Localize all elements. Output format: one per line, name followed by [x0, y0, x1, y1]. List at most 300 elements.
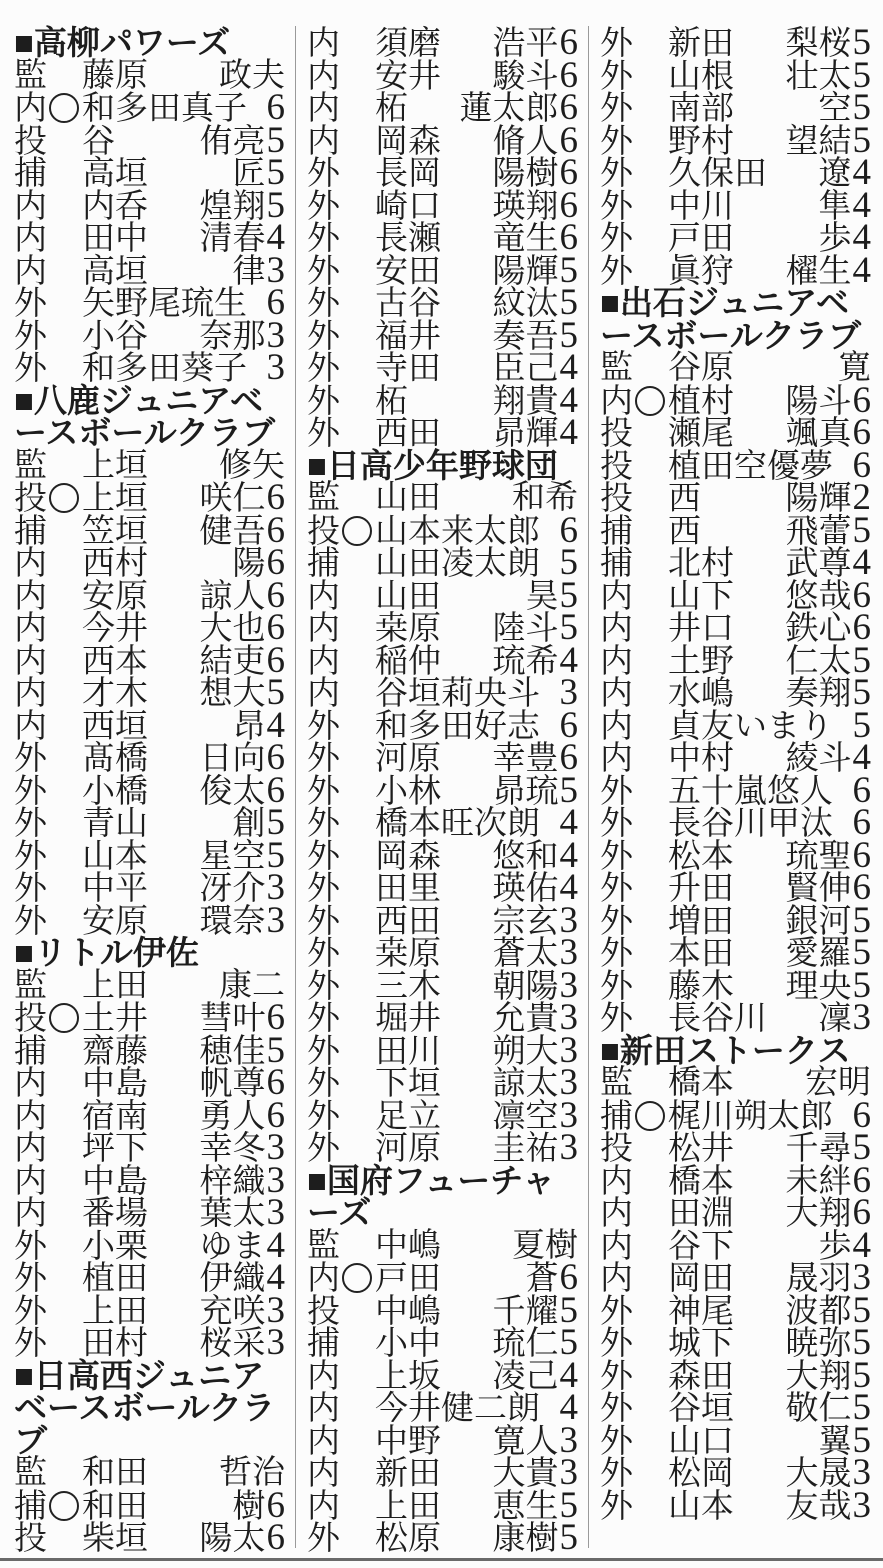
position-label: 内	[307, 91, 340, 127]
position-label: 外	[307, 1131, 340, 1167]
given-name: 昴輝	[492, 416, 559, 452]
team-header-row	[600, 284, 871, 321]
grade-number: 4	[266, 1257, 285, 1298]
position-label: 捕	[600, 513, 633, 550]
surname: 高垣	[82, 156, 148, 192]
given-name: 彗叶	[199, 1001, 266, 1037]
position-label: 外	[14, 871, 47, 907]
roster-row	[600, 184, 871, 226]
roster-row	[307, 379, 578, 421]
given-name: 友哉	[785, 1488, 852, 1525]
given-name: 空	[818, 91, 852, 127]
position-label: 外	[600, 1456, 633, 1492]
player-name	[82, 347, 285, 388]
roster-row	[600, 444, 871, 486]
position-label: 外	[600, 871, 633, 907]
player-name	[668, 1094, 871, 1136]
roster-row	[307, 1322, 578, 1363]
surname: 稲仲	[375, 643, 441, 680]
grade-number: 6	[852, 412, 871, 453]
given-name: 陽輝	[492, 253, 559, 290]
surname: 和田	[82, 1488, 148, 1525]
grade-number: 4	[852, 152, 871, 193]
roster-row	[14, 639, 285, 681]
position-label: 監	[600, 1065, 633, 1101]
position-label: 内	[307, 1261, 340, 1297]
given-name: 律	[232, 253, 266, 290]
team-name: ■高柳パワーズ	[14, 24, 231, 61]
roster-row	[600, 1484, 871, 1526]
roster-row	[600, 607, 871, 648]
position-label: 監	[307, 480, 340, 516]
player-name	[668, 119, 871, 161]
roster-row	[14, 967, 285, 1004]
position-label: 投	[307, 513, 340, 550]
position-label: 投	[14, 123, 47, 160]
position-label: 外	[600, 188, 633, 225]
player-name	[375, 964, 578, 1006]
given-name: 政夫	[219, 57, 285, 94]
grade-number: 6	[559, 152, 578, 193]
given-name: 琉聖	[785, 838, 852, 875]
position-label: 監	[14, 57, 47, 94]
player-name	[668, 1484, 871, 1526]
position-label: 外	[307, 1521, 340, 1557]
roster-row	[600, 119, 871, 161]
grade-number: 3	[852, 997, 871, 1038]
team-name: ■リトル伊佐	[14, 934, 199, 971]
roster-row	[307, 282, 578, 323]
roster-row	[14, 1517, 285, 1558]
roster-row	[600, 867, 871, 908]
roster-row	[307, 22, 578, 63]
roster-row	[600, 87, 871, 128]
given-name: 梨桜	[785, 26, 852, 62]
given-name: 康樹	[492, 1521, 559, 1557]
given-name: 瑛翔	[492, 188, 559, 225]
column-3	[600, 22, 871, 1526]
player-name	[82, 87, 285, 128]
given-name: 宗玄	[492, 903, 559, 940]
position-label: 内	[600, 611, 633, 647]
grade-number: 3	[559, 1127, 578, 1168]
position-label: 外	[307, 1098, 340, 1135]
surname: 橋本	[668, 1065, 734, 1101]
roster-row	[307, 249, 578, 291]
player-name	[82, 769, 285, 811]
position-label: 外	[14, 741, 47, 777]
grade-number: 5	[559, 542, 578, 583]
team-name: ■新田ストークス	[600, 1031, 851, 1069]
player-name	[668, 769, 871, 811]
surname: 五十嵐悠人	[668, 773, 833, 810]
grade-number: 4	[559, 802, 578, 843]
surname: 小橋	[82, 773, 148, 810]
given-name: 煌翔	[199, 188, 266, 225]
roster-row	[600, 672, 871, 713]
given-name: 朝陽	[492, 968, 559, 1005]
surname: 上田	[375, 1488, 441, 1525]
grade-number: 5	[852, 964, 871, 1006]
grade-number: 3	[559, 1419, 578, 1461]
grade-number: 3	[266, 347, 285, 388]
grade-number: 3	[559, 997, 578, 1038]
position-label: 内	[307, 26, 340, 62]
given-name: 飛蕾	[785, 513, 852, 550]
surname: 藤木	[668, 968, 734, 1005]
player-name	[82, 1192, 285, 1233]
player-name	[668, 444, 871, 486]
given-name: 帆尊	[199, 1066, 266, 1102]
position-label: 投	[600, 448, 633, 485]
surname: 安田	[375, 253, 441, 290]
given-name: 琉仁	[492, 1326, 559, 1362]
player-name	[668, 1419, 871, 1461]
surname: 植田	[82, 1261, 148, 1297]
grade-number: 3	[266, 1322, 285, 1363]
surname: 城下	[668, 1326, 734, 1362]
position-label: 投	[600, 416, 633, 452]
surname: 和多田葵子	[82, 351, 247, 387]
given-name: 凛空	[492, 1098, 559, 1135]
surname: 谷垣	[668, 1391, 734, 1427]
position-label: 監	[14, 447, 47, 484]
given-name: 望結	[785, 123, 852, 160]
given-name: 夏樹	[512, 1227, 578, 1264]
player-name	[375, 152, 578, 193]
surname: 須磨	[375, 26, 441, 62]
team-name: ースボールクラブ	[600, 316, 862, 354]
grade-number: 5	[559, 282, 578, 323]
player-name	[375, 737, 578, 778]
surname: 北村	[668, 546, 734, 582]
surname: 足立	[375, 1098, 441, 1135]
given-name: 和希	[512, 480, 578, 516]
position-label: 外	[14, 286, 47, 322]
grade-number: 4	[559, 1387, 578, 1428]
player-name	[668, 477, 871, 518]
surname: 田淵	[668, 1196, 734, 1232]
roster-row	[307, 769, 578, 811]
given-name: 哲治	[219, 1455, 285, 1491]
player-name	[668, 1452, 871, 1493]
player-name	[668, 1067, 871, 1100]
surname: 小林	[375, 773, 441, 810]
roster-row	[307, 672, 578, 713]
player-name	[82, 1322, 285, 1363]
player-name	[668, 412, 871, 453]
position-label: 捕	[307, 546, 340, 582]
roster-row	[600, 542, 871, 583]
player-name	[82, 1484, 285, 1526]
grade-number: 5	[559, 1484, 578, 1526]
position-label: 外	[600, 1488, 633, 1525]
player-name	[668, 1224, 871, 1266]
position-label: 内	[600, 578, 633, 615]
position-label: 外	[307, 1001, 340, 1037]
given-name: 寛	[838, 350, 871, 386]
roster-row	[600, 1067, 871, 1100]
given-name: 咲仁	[199, 481, 266, 517]
roster-row	[14, 217, 285, 258]
team-name: ースボールクラブ	[14, 414, 276, 451]
roster-row	[307, 412, 578, 453]
surname: 谷垣莉央斗	[375, 676, 540, 712]
surname: 寺田	[375, 351, 441, 387]
grade-number: 5	[852, 704, 871, 746]
surname: 小栗	[82, 1228, 148, 1265]
name-right-group	[199, 899, 286, 941]
roster-row	[14, 607, 285, 648]
player-name	[668, 802, 871, 843]
player-name	[82, 1029, 285, 1071]
position-label: 外	[14, 838, 47, 875]
player-name	[375, 54, 578, 96]
roster-row	[307, 1484, 578, 1526]
roster-row	[600, 769, 871, 811]
player-name	[668, 867, 871, 908]
roster-row	[307, 737, 578, 778]
grade-number: 4	[559, 347, 578, 388]
roster-row	[14, 282, 285, 323]
player-name	[668, 607, 871, 648]
player-name	[668, 217, 871, 258]
surname: 中嶋	[375, 1293, 441, 1330]
surname: 中村	[668, 741, 734, 777]
position-label: 内	[307, 1358, 340, 1395]
player-name	[82, 704, 285, 746]
given-name: 陽輝	[785, 481, 852, 517]
given-name: 結吏	[199, 643, 266, 680]
surname: 中平	[82, 871, 148, 907]
player-name	[375, 704, 578, 746]
position-label: 外	[307, 286, 340, 322]
grade-number: 6	[852, 802, 871, 843]
given-name: 陽樹	[492, 156, 559, 192]
player-name	[375, 22, 578, 63]
player-name	[82, 607, 285, 648]
player-name	[375, 1517, 578, 1558]
grade-number: 3	[266, 1289, 285, 1331]
surname: 山根	[668, 58, 734, 95]
grade-number: 3	[559, 1062, 578, 1103]
grade-number: 6	[266, 574, 285, 616]
given-name: 宏明	[805, 1065, 871, 1101]
team-header-row	[14, 1356, 285, 1394]
player-name	[668, 1257, 871, 1298]
player-name	[375, 899, 578, 941]
player-name	[375, 509, 578, 551]
given-name: 陽斗	[785, 383, 852, 420]
roster-row	[307, 704, 578, 746]
position-label: 内	[600, 708, 633, 745]
roster-row	[14, 314, 285, 356]
position-label: 外	[307, 416, 340, 452]
position-label: 内	[600, 1163, 633, 1200]
roster-row	[14, 1289, 285, 1331]
given-name: 遼	[818, 156, 852, 192]
given-name: 琉希	[492, 643, 559, 680]
grade-number: 3	[266, 314, 285, 356]
player-name	[668, 22, 871, 63]
roster-row	[14, 1094, 285, 1136]
name-right-group	[818, 997, 872, 1038]
name-right-group	[199, 1322, 286, 1363]
grade-number: 5	[852, 672, 871, 713]
player-name	[82, 802, 285, 843]
roster-row	[600, 802, 871, 843]
given-name: 臣己	[492, 351, 559, 387]
surname: 水嶋	[668, 676, 734, 712]
roster-row	[307, 1289, 578, 1331]
position-label: 外	[307, 318, 340, 355]
roster-row	[14, 152, 285, 193]
roster-row	[600, 1192, 871, 1233]
given-name: 波都	[785, 1293, 852, 1330]
grade-number: 5	[852, 1289, 871, 1331]
surname: 和田	[82, 1455, 148, 1491]
player-name	[375, 482, 578, 515]
roster-row	[14, 704, 285, 746]
roster-row	[307, 834, 578, 876]
roster-row	[600, 477, 871, 518]
name-right-group	[785, 249, 872, 291]
roster-row	[600, 1159, 871, 1201]
position-label: 投	[600, 1131, 633, 1167]
position-label: 内	[307, 58, 340, 95]
roster-row	[307, 1227, 578, 1264]
roster-row	[14, 1062, 285, 1103]
roster-row	[600, 737, 871, 778]
grade-number: 6	[852, 379, 871, 421]
position-label: 捕	[14, 1033, 47, 1070]
grade-number: 4	[852, 184, 871, 226]
grade-number: 3	[852, 1257, 871, 1298]
surname: 植村	[668, 383, 734, 420]
surname: 今井健二朗	[375, 1391, 540, 1427]
surname: 眞狩	[668, 253, 734, 290]
player-name	[668, 1159, 871, 1201]
player-name	[375, 379, 578, 421]
player-name	[375, 639, 578, 681]
player-name	[82, 119, 285, 161]
given-name: 武尊	[785, 546, 852, 582]
position-label: 外	[600, 58, 633, 95]
surname: 田里	[375, 871, 441, 907]
player-name	[668, 152, 871, 193]
grade-number: 6	[852, 607, 871, 648]
grade-number: 5	[852, 22, 871, 63]
given-name: ゆま	[199, 1228, 266, 1265]
given-name: 鉄心	[785, 611, 852, 647]
player-name	[82, 1457, 285, 1490]
roster-row	[307, 802, 578, 843]
grade-number: 4	[266, 1224, 285, 1266]
given-name: 匠	[232, 156, 266, 192]
position-label: 外	[14, 773, 47, 810]
player-name	[375, 119, 578, 161]
given-name: 蓮太郎	[459, 91, 559, 127]
position-label: 外	[600, 773, 633, 810]
player-name	[82, 1517, 285, 1558]
position-label: 外	[307, 773, 340, 810]
roster-row	[600, 899, 871, 941]
name-right-group	[199, 1517, 286, 1558]
team-name: ベースボールクラ	[14, 1389, 276, 1426]
position-label: 外	[600, 903, 633, 940]
grade-number: 4	[559, 639, 578, 681]
position-label: 内	[14, 578, 47, 615]
roster-row	[600, 152, 871, 193]
player-name	[375, 542, 578, 583]
surname: 土野	[668, 643, 734, 680]
given-name: 葉太	[199, 1196, 266, 1232]
position-label: 内	[307, 611, 340, 647]
given-name: 昴琉	[492, 773, 559, 810]
given-name: 隼	[818, 188, 852, 225]
grade-number: 3	[559, 964, 578, 1006]
position-label: 内	[307, 1456, 340, 1492]
given-name: 暁弥	[785, 1326, 852, 1362]
grade-number: 3	[559, 1029, 578, 1071]
roster-row	[307, 509, 578, 551]
surname: 笠垣	[82, 513, 148, 550]
given-name: 駿斗	[492, 58, 559, 95]
roster-row	[600, 574, 871, 616]
position-label: 内	[307, 643, 340, 680]
grade-number: 5	[852, 1419, 871, 1461]
grade-number: 5	[852, 639, 871, 681]
surname: 山田	[375, 480, 441, 516]
given-name: 充咲	[199, 1293, 266, 1330]
given-name: 歩	[818, 1228, 852, 1265]
given-name: 脩人	[492, 123, 559, 160]
captain-circle-icon	[49, 483, 79, 513]
grade-number: 3	[559, 1094, 578, 1136]
position-label: 外	[600, 936, 633, 972]
surname: 安井	[375, 58, 441, 95]
grade-number: 5	[852, 1387, 871, 1428]
surname: 岡森	[375, 123, 441, 160]
given-name: 理央	[785, 968, 852, 1005]
grade-number: 6	[266, 607, 285, 648]
position-label: 外	[307, 253, 340, 290]
surname: 中川	[668, 188, 734, 225]
player-name	[375, 217, 578, 258]
roster-row	[600, 217, 871, 258]
roster-row	[307, 1354, 578, 1396]
grade-number: 5	[852, 509, 871, 551]
surname: 上坂	[375, 1358, 441, 1395]
position-label: 内	[14, 708, 47, 745]
roster-row	[600, 509, 871, 551]
position-label: 外	[600, 1326, 633, 1362]
roster-row	[14, 802, 285, 843]
team-name: ■国府フューチャ	[307, 1161, 556, 1199]
given-name: 大也	[199, 611, 266, 647]
surname: 中島	[82, 1163, 148, 1200]
roster-row	[307, 867, 578, 908]
given-name: 康二	[219, 967, 285, 1004]
given-name: 諒人	[199, 578, 266, 615]
given-name: 蒼太	[492, 936, 559, 972]
given-name: 樹	[232, 1488, 266, 1525]
roster-row	[600, 1094, 871, 1136]
captain-circle-icon	[49, 1491, 79, 1521]
player-name	[82, 1289, 285, 1331]
position-label: 内	[14, 253, 47, 290]
surname: 戸田	[668, 221, 734, 257]
